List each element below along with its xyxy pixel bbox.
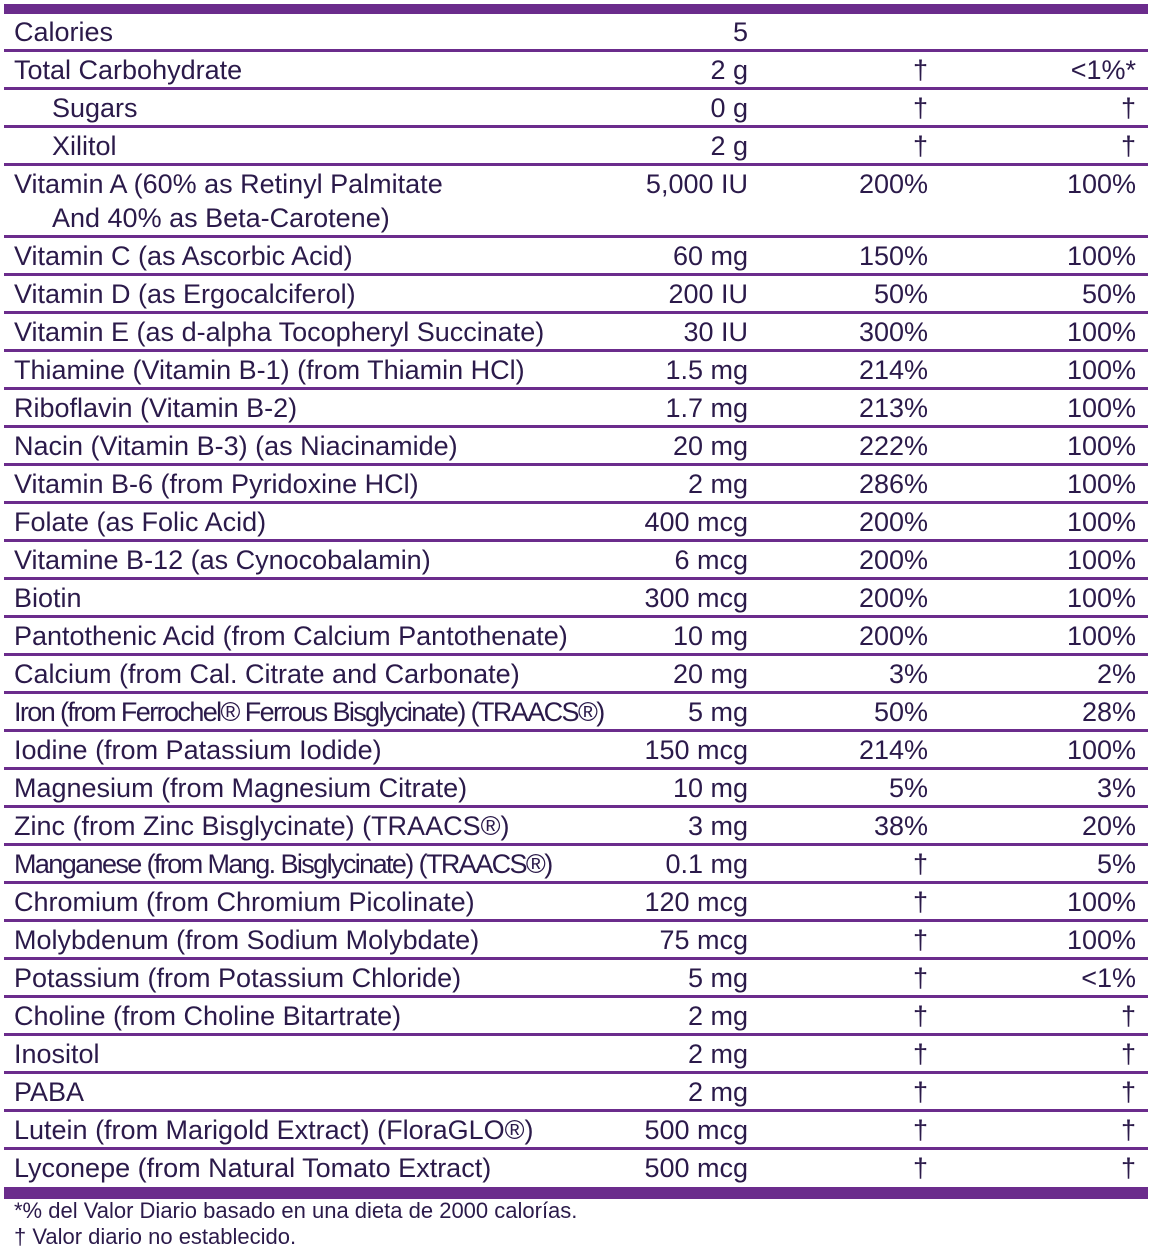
daily-value-1: 150% [760, 237, 940, 275]
amount-per-serving: 120 mcg [624, 883, 760, 921]
nutrient-name-text: Folate (as Folic Acid) [14, 507, 267, 537]
amount-per-serving: 300 mcg [624, 579, 760, 617]
daily-value-1 [760, 14, 940, 51]
daily-value-2: † [940, 1073, 1148, 1111]
daily-value-2: 20% [940, 807, 1148, 845]
nutrient-row [4, 51, 1148, 89]
nutrient-name-text: Calories [14, 17, 114, 47]
daily-value-2: 100% [940, 465, 1148, 503]
nutrient-row [4, 389, 1148, 427]
nutrient-name-text: Vitamin D (as Ergocalciferol) [14, 279, 356, 309]
nutrient-name-text: Inositol [14, 1039, 100, 1069]
amount-per-serving: 2 g [624, 127, 760, 165]
daily-value-2: 100% [940, 579, 1148, 617]
nutrient-name [4, 731, 624, 769]
nutrient-name [4, 237, 624, 275]
nutrient-name [4, 503, 624, 541]
nutrient-name [4, 845, 624, 883]
daily-value-2: 100% [940, 617, 1148, 655]
nutrient-name-text: Lyconepe (from Natural Tomato Extract) [14, 1153, 492, 1183]
amount-per-serving: 10 mg [624, 617, 760, 655]
amount-per-serving: 1.5 mg [624, 351, 760, 389]
nutrient-name-text: Vitamine B-12 (as Cynocobalamin) [14, 545, 431, 575]
nutrient-name-text: Lutein (from Marigold Extract) (FloraGLO®) [14, 1115, 534, 1145]
daily-value-2: 3% [940, 769, 1148, 807]
nutrient-name-text: PABA [14, 1077, 85, 1107]
nutrient-row [4, 731, 1148, 769]
daily-value-1: † [760, 845, 940, 883]
daily-value-2: † [940, 1111, 1148, 1149]
amount-per-serving: 60 mg [624, 237, 760, 275]
amount-per-serving: 150 mcg [624, 731, 760, 769]
daily-value-1: † [760, 921, 940, 959]
nutrient-name-text: Molybdenum (from Sodium Molybdate) [14, 925, 480, 955]
nutrient-name [4, 427, 624, 465]
daily-value-2: † [940, 997, 1148, 1035]
nutrient-name [4, 807, 624, 845]
nutrient-row [4, 503, 1148, 541]
nutrient-name-text: Vitamin B-6 (from Pyridoxine HCl) [14, 469, 419, 499]
daily-value-1: † [760, 883, 940, 921]
nutrient-name [4, 997, 624, 1035]
nutrient-name-text: Iron (from Ferrochel® Ferrous Bisglycinate) (TRAACS®) [14, 697, 604, 727]
nutrient-name-text: Iodine (from Patassium Iodide) [14, 735, 382, 765]
amount-per-serving: 5 mg [624, 959, 760, 997]
nutrient-name-text: Riboflavin (Vitamin B-2) [14, 393, 298, 423]
nutrient-row [4, 427, 1148, 465]
nutrient-row [4, 14, 1148, 51]
nutrient-name-text: Chromium (from Chromium Picolinate) [14, 887, 475, 917]
footnotes [14, 1198, 577, 1250]
amount-per-serving: 6 mcg [624, 541, 760, 579]
nutrient-name-text: Calcium (from Cal. Citrate and Carbonate) [14, 659, 520, 689]
nutrient-row [4, 89, 1148, 127]
amount-per-serving: 5 [624, 14, 760, 51]
nutrient-name [4, 959, 624, 997]
nutrient-row [4, 465, 1148, 503]
nutrient-row [4, 275, 1148, 313]
nutrient-row [4, 921, 1148, 959]
nutrient-name-text: Thiamine (Vitamin B-1) (from Thiamin HCl) [14, 355, 525, 385]
nutrient-row [4, 1073, 1148, 1111]
nutrient-name-text: Pantothenic Acid (from Calcium Pantothenate) [14, 621, 568, 651]
nutrient-name-text: Potassium (from Potassium Chloride) [14, 963, 462, 993]
nutrient-name-text: Biotin [14, 583, 82, 613]
amount-per-serving: 5 mg [624, 693, 760, 731]
nutrient-name [4, 51, 624, 89]
nutrient-name [4, 541, 624, 579]
nutrient-name [4, 14, 624, 51]
nutrient-row [4, 165, 1148, 237]
nutrition-facts-panel [4, 4, 1148, 1199]
daily-value-1: 200% [760, 617, 940, 655]
nutrient-name [4, 1149, 624, 1186]
amount-per-serving: 2 mg [624, 1073, 760, 1111]
nutrient-row [4, 997, 1148, 1035]
nutrient-row [4, 127, 1148, 165]
nutrient-name-text: Vitamin A (60% as Retinyl Palmitate [14, 169, 443, 199]
nutrient-name [4, 465, 624, 503]
daily-value-1: † [760, 127, 940, 165]
daily-value-2: 100% [940, 731, 1148, 769]
daily-value-1: 300% [760, 313, 940, 351]
amount-per-serving: 5,000 IU [624, 165, 760, 237]
daily-value-2: 2% [940, 655, 1148, 693]
amount-per-serving: 20 mg [624, 655, 760, 693]
daily-value-2: 100% [940, 541, 1148, 579]
amount-per-serving: 200 IU [624, 275, 760, 313]
nutrient-row [4, 237, 1148, 275]
daily-value-1: † [760, 1111, 940, 1149]
amount-per-serving: 0 g [624, 89, 760, 127]
nutrient-name [4, 275, 624, 313]
daily-value-2: 50% [940, 275, 1148, 313]
daily-value-1: 200% [760, 503, 940, 541]
daily-value-2: 100% [940, 427, 1148, 465]
nutrient-name [4, 165, 624, 237]
nutrient-row [4, 959, 1148, 997]
daily-value-1: † [760, 1035, 940, 1073]
nutrient-name [4, 579, 624, 617]
daily-value-2: 100% [940, 389, 1148, 427]
nutrient-name-text: Nacin (Vitamin B-3) (as Niacinamide) [14, 431, 458, 461]
daily-value-1: 200% [760, 165, 940, 237]
nutrient-row [4, 693, 1148, 731]
daily-value-1: 50% [760, 693, 940, 731]
daily-value-1: 38% [760, 807, 940, 845]
daily-value-2: 100% [940, 351, 1148, 389]
nutrient-name-text: Sugars [52, 93, 138, 123]
nutrient-name-text: Magnesium (from Magnesium Citrate) [14, 773, 468, 803]
nutrient-row [4, 883, 1148, 921]
top-rule [4, 4, 1148, 14]
nutrient-name-text: Choline (from Choline Bitartrate) [14, 1001, 402, 1031]
nutrient-name-text: Vitamin C (as Ascorbic Acid) [14, 241, 353, 271]
amount-per-serving: 2 g [624, 51, 760, 89]
daily-value-1: 286% [760, 465, 940, 503]
daily-value-2: <1%* [940, 51, 1148, 89]
daily-value-1: 3% [760, 655, 940, 693]
nutrient-row [4, 313, 1148, 351]
nutrient-name [4, 883, 624, 921]
nutrient-row [4, 769, 1148, 807]
amount-per-serving: 3 mg [624, 807, 760, 845]
nutrient-row [4, 807, 1148, 845]
footnote-not-established: † Valor diario no establecido. [14, 1224, 297, 1249]
amount-per-serving: 10 mg [624, 769, 760, 807]
daily-value-2: 100% [940, 237, 1148, 275]
daily-value-2: 100% [940, 883, 1148, 921]
nutrient-name-text: Total Carbohydrate [14, 55, 243, 85]
daily-value-1: 214% [760, 731, 940, 769]
nutrient-table [4, 14, 1148, 1185]
daily-value-2: 100% [940, 165, 1148, 237]
daily-value-2: <1% [940, 959, 1148, 997]
nutrient-row [4, 617, 1148, 655]
nutrient-name [4, 1073, 624, 1111]
nutrient-name [4, 617, 624, 655]
nutrient-name [4, 89, 624, 127]
daily-value-2 [940, 14, 1148, 51]
daily-value-1: † [760, 89, 940, 127]
nutrient-rows [4, 14, 1148, 1185]
daily-value-2: 100% [940, 921, 1148, 959]
daily-value-1: 222% [760, 427, 940, 465]
nutrient-name [4, 655, 624, 693]
daily-value-2: 100% [940, 503, 1148, 541]
daily-value-1: 200% [760, 541, 940, 579]
nutrient-name [4, 769, 624, 807]
nutrient-row [4, 579, 1148, 617]
daily-value-2: † [1120, 1153, 1136, 1183]
nutrient-name-text: Vitamin E (as d-alpha Tocopheryl Succinate) [14, 317, 545, 347]
nutrient-name-continuation: And 40% as Beta-Carotene) [52, 203, 390, 233]
daily-value-1: † [760, 959, 940, 997]
amount-per-serving: 20 mg [624, 427, 760, 465]
daily-value-1: 5% [760, 769, 940, 807]
nutrient-name [4, 127, 624, 165]
daily-value-1: † [912, 1153, 928, 1183]
nutrient-name [4, 1111, 624, 1149]
daily-value-1: † [760, 1073, 940, 1111]
nutrient-name-text: Xilitol [52, 131, 117, 161]
amount-per-serving: 1.7 mg [624, 389, 760, 427]
nutrient-row [4, 1111, 1148, 1149]
nutrient-row [4, 541, 1148, 579]
daily-value-1: 50% [760, 275, 940, 313]
amount-per-serving: 2 mg [624, 997, 760, 1035]
daily-value-2: † [940, 89, 1148, 127]
amount-per-serving: 0.1 mg [624, 845, 760, 883]
amount-per-serving: 30 IU [624, 313, 760, 351]
nutrient-name [4, 313, 624, 351]
amount-per-serving: 75 mcg [624, 921, 760, 959]
daily-value-1: † [760, 997, 940, 1035]
nutrient-row [4, 845, 1148, 883]
amount-per-serving: 400 mcg [624, 503, 760, 541]
nutrient-row [4, 351, 1148, 389]
nutrient-row [4, 1035, 1148, 1073]
daily-value-1: 214% [760, 351, 940, 389]
daily-value-2: † [940, 1035, 1148, 1073]
daily-value-1: 213% [760, 389, 940, 427]
nutrient-row [4, 1149, 1148, 1186]
nutrient-name [4, 693, 624, 731]
nutrient-name [4, 351, 624, 389]
nutrient-row [4, 655, 1148, 693]
nutrient-name [4, 389, 624, 427]
daily-value-2: 5% [940, 845, 1148, 883]
daily-value-1: 200% [760, 579, 940, 617]
amount-per-serving: 2 mg [624, 465, 760, 503]
nutrient-name-text: Zinc (from Zinc Bisglycinate) (TRAACS®) [14, 811, 510, 841]
amount-per-serving: 500 mcg [644, 1153, 748, 1183]
daily-value-1: † [760, 51, 940, 89]
daily-value-2: 28% [940, 693, 1148, 731]
nutrient-name-text: Manganese (from Mang. Bisglycinate) (TRAACS®) [14, 849, 552, 879]
amount-per-serving: 500 mcg [624, 1111, 760, 1149]
nutrient-name [4, 921, 624, 959]
daily-value-2: 100% [940, 313, 1148, 351]
amount-per-serving: 2 mg [624, 1035, 760, 1073]
footnote-daily-value: *% del Valor Diario basado en una dieta de 2000 calorías. [14, 1198, 578, 1223]
daily-value-2: † [940, 127, 1148, 165]
nutrient-name [4, 1035, 624, 1073]
